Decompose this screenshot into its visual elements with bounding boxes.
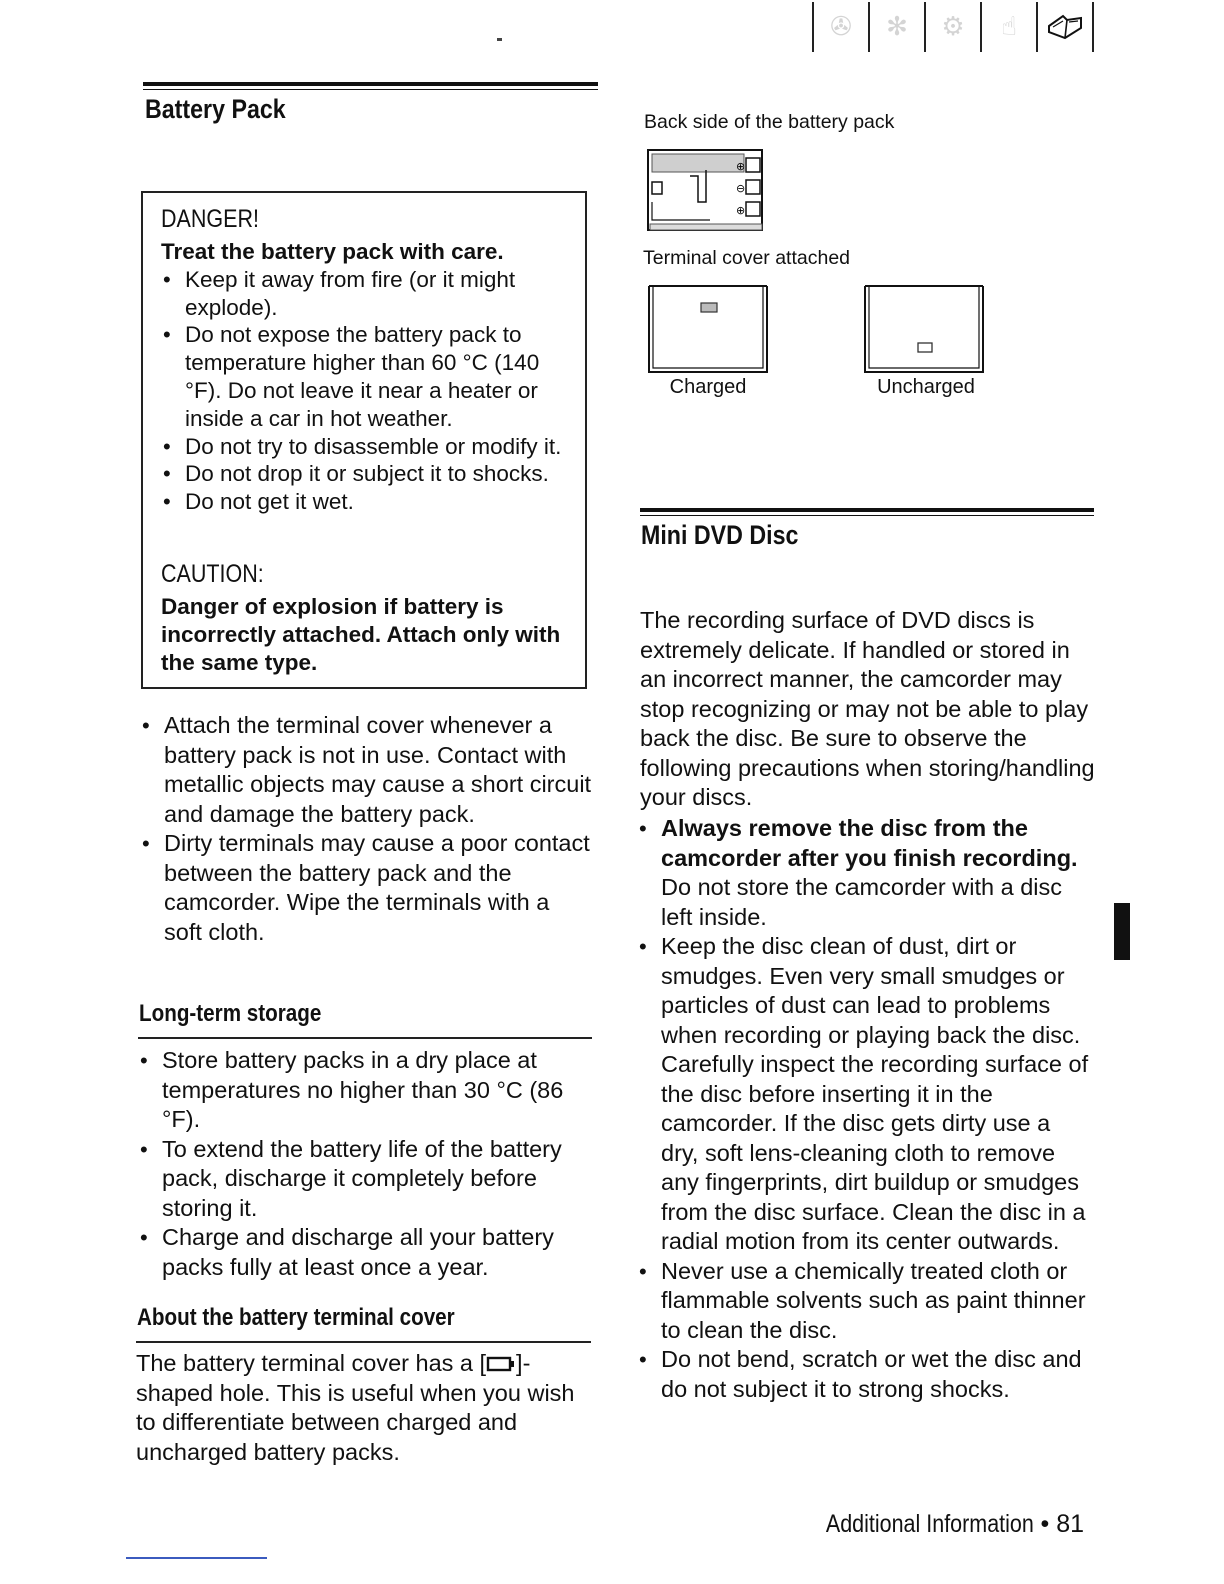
svg-text:⊕: ⊕ xyxy=(736,160,746,173)
chapter-marker xyxy=(1114,903,1130,960)
svg-text:⊕: ⊕ xyxy=(736,204,746,217)
battery-bullets xyxy=(140,711,592,947)
uncharged-label: Uncharged xyxy=(877,376,975,398)
list-item: • Dirty terminals may cause a poor contact between the battery pack and the camcorder. Wipe the terminals with a soft cloth. xyxy=(140,829,592,947)
terminal-cover-heading: About the battery terminal cover xyxy=(137,1304,455,1331)
print-mark xyxy=(497,38,502,41)
list-item: • Charge and discharge all your battery packs fully at least once a year. xyxy=(138,1223,592,1282)
danger-list xyxy=(161,266,575,516)
dvd-item-text: Do not store the camcorder with a disc left inside. xyxy=(661,874,1062,930)
list-item: • Do not get it wet. xyxy=(161,488,575,516)
terminal-cover-text xyxy=(136,1349,576,1467)
caution-heading: CAUTION: xyxy=(161,559,264,588)
list-item: • Do not try to disassemble or modify it. xyxy=(161,433,575,461)
list-item: • Never use a chemically treated cloth or flammable solvents such as paint thinner to clean the disc. xyxy=(637,1257,1089,1346)
terminal-cover-text-before: The battery terminal cover has a [ xyxy=(136,1350,487,1376)
tab-book[interactable] xyxy=(1036,2,1094,52)
storage-list xyxy=(138,1046,592,1282)
dvd-list xyxy=(637,814,1089,1404)
bottom-rule xyxy=(126,1557,267,1559)
footer-section: Additional Information xyxy=(825,1510,1034,1538)
list-item: • Attach the terminal cover whenever a battery pack is not in use. Contact with metallic objects may cause a short circuit and damage the battery pack. xyxy=(140,711,592,829)
section-rule xyxy=(640,508,1094,516)
danger-heading: DANGER! xyxy=(161,205,259,233)
list-item: • Do not bend, scratch or wet the disc and do not subject it to strong shocks. xyxy=(637,1345,1089,1404)
danger-subheading: Treat the battery pack with care. xyxy=(161,239,504,264)
subsection-rule xyxy=(136,1341,591,1343)
terminal-cover-text-after: ]-shaped hole. This is useful when you wish to differentiate between charged and uncharged battery packs. xyxy=(136,1350,575,1465)
mini-dvd-heading: Mini DVD Disc xyxy=(641,520,799,550)
caution-text: Danger of explosion if battery is incorrectly attached. Attach only with the same type. xyxy=(161,593,561,675)
uncharged-cover-figure xyxy=(862,284,988,374)
chapter-tabs xyxy=(812,2,1094,52)
section-rule xyxy=(143,82,598,90)
charged-label: Charged xyxy=(669,376,747,398)
dvd-item-bold: • Always remove the disc from the camcorder after you finish recording. xyxy=(661,815,1078,871)
list-item: • To extend the battery life of the battery pack, discharge it completely before storing it. xyxy=(138,1135,592,1224)
list-item xyxy=(637,814,1089,932)
back-side-caption: Back side of the battery pack xyxy=(644,111,895,133)
battery-hole-icon xyxy=(486,1355,516,1373)
tab-sparkle[interactable] xyxy=(868,2,924,52)
page-footer xyxy=(792,1510,1084,1539)
footer-bullet: • xyxy=(1040,1510,1057,1538)
sparkle-icon: ✻ xyxy=(886,12,908,42)
battery-pack-heading: Battery Pack xyxy=(145,94,286,124)
long-term-storage-heading: Long-term storage xyxy=(139,1000,322,1027)
subsection-rule xyxy=(138,1037,592,1039)
gear-icon: ⚙ xyxy=(941,12,965,42)
hand-icon: ☝ xyxy=(1001,12,1017,42)
list-item: • Keep it away from fire (or it might explode). xyxy=(161,266,575,322)
svg-text:⊖: ⊖ xyxy=(736,182,746,195)
list-item: • Store battery packs in a dry place at temperatures no higher than 30 °C (86 °F). xyxy=(138,1046,592,1135)
cover-caption: Terminal cover attached xyxy=(643,247,851,269)
camcorder-icon: ✇ xyxy=(830,12,852,42)
mini-dvd-intro: The recording surface of DVD discs is extremely delicate. If handled or stored in an incorrect manner, the camcorder may stop recognizing or may not be able to play back the disc. Be sure to observe the following precautions when storing/handling your discs. xyxy=(640,607,1095,810)
tab-gear[interactable] xyxy=(924,2,980,52)
page-number: 81 xyxy=(1056,1510,1084,1538)
charged-cover-figure xyxy=(646,284,772,374)
list-item: • Keep the disc clean of dust, dirt or smudges. Even very small smudges or particles of dust can lead to problems when recording or playing back the disc. Carefully inspect the recording surface of the disc before inserting it in the camcorder. If the disc gets dirty use a dry, soft lens-cleaning cloth to remove any fingerprints, dirt buildup or smudges from the disc surface. Clean the disc in a radial motion from its center outwards. xyxy=(637,932,1089,1257)
tab-hand[interactable] xyxy=(980,2,1036,52)
tab-camcorder[interactable] xyxy=(812,2,868,52)
list-item: • Do not drop it or subject it to shocks. xyxy=(161,460,575,488)
list-item: • Do not expose the battery pack to temperature higher than 60 °C (140 °F). Do not leave it near a heater or inside a car in hot weather. xyxy=(161,321,575,432)
book-icon xyxy=(1045,12,1085,42)
battery-back-figure xyxy=(646,146,766,234)
danger-box xyxy=(141,191,587,689)
